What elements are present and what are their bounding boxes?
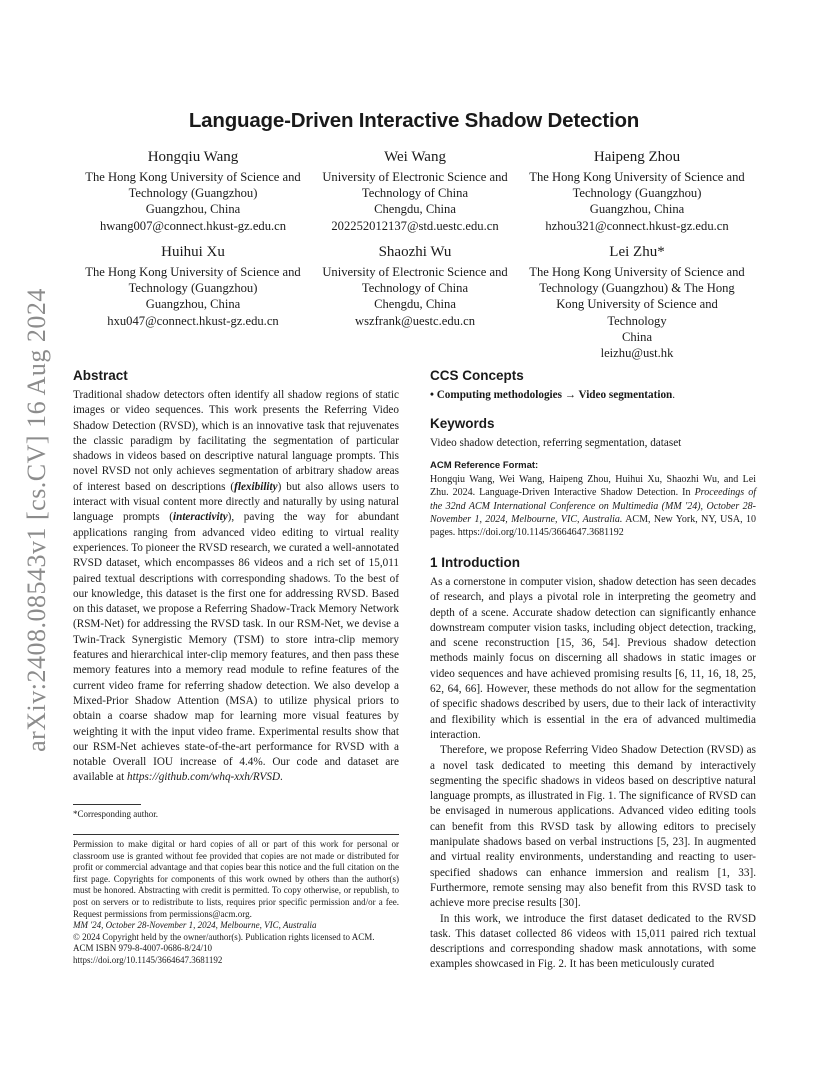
intro-heading: 1 Introduction [430,555,520,570]
author-name: Shaozhi Wu [378,244,452,260]
permission-text: Permission to make digital or hard copies of all or part of this work for personal or classroom use is granted without fee provided that copies are not made or distributed for profit or commercial advantage and that copies bear this notice and the full citation on the first page. Copyrights for components of this work owned by others than the author(s) must be honored. Abstracting with credit is permitted. To copy otherwise, or republish, to post on servers or to redistribute to lists, requires prior specific permission and/or a fee. Request permissions from permissions@acm.org. [73,839,399,919]
abstract-emphasis: interactivity [172,511,228,524]
author-email[interactable]: wszfrank@uestc.edu.cn [355,313,475,328]
author-name: Huihui Xu [161,244,225,260]
author-name: Hongqiu Wang [147,149,239,165]
author-block [528,243,746,361]
author-block [84,148,302,234]
ccs-concepts [430,388,756,403]
isbn-line: ACM ISBN 979-8-4007-0686-8/24/10 [73,943,212,954]
ccs-heading: CCS Concepts [430,368,524,383]
permission-rule [73,834,399,835]
author-location: Chengdu, China [374,202,456,217]
paper-title: Language-Driven Interactive Shadow Detection [188,109,640,132]
author-affiliation: University of Electronic Science and Technology of China [322,170,508,201]
acm-ref-text: Hongqiu Wang, Wei Wang, Haipeng Zhou, Huihui Xu, Shaozhi Wu, and Lei Zhu. 2024. Language-Driven Interactive Shadow Detection. In [430,474,756,499]
author-affiliation: The Hong Kong University of Science and Technology (Guangzhou) [85,170,301,201]
author-location: Guangzhou, China [145,202,241,217]
ccs-end: . [672,389,676,401]
abstract-text: . [280,771,283,784]
acm-ref-text: ACM, New York, NY, USA, 10 pages. https://doi.org/10.1145/3664647.3681192 [430,513,756,539]
author-affiliation: The Hong Kong University of Science and Technology (Guangzhou) [85,265,301,296]
author-name: Haipeng Zhou [593,149,681,165]
abstract-heading: Abstract [73,368,128,383]
author-name: Lei Zhu* [609,244,665,260]
intro-paragraph: Therefore, we propose Referring Video Shadow Detection (RVSD) as a novel task dedicated to meeting this demand by interactively segmenting the specific shadows in videos based on descriptive natural language prompts, as illustrated in Fig. 1. The significance of RVSD can be envisaged in numerous applications. Advanced video editing tools can benefit from this RVSD task by allowing editors to precisely manipulate shadows based on verbal instructions [5, 23]. In augmented and virtual reality environments, understanding and reacting to user-specified shadows can enhance immersion and realism [1, 33]. Furthermore, remote sensing may also benefit from this RVSD task to achieve more precise results [30]. [430,744,756,910]
abstract-body [73,388,399,786]
author-email[interactable]: 202252012137@std.uestc.edu.cn [331,218,499,233]
author-affiliation: The Hong Kong University of Science and Technology (Guangzhou) & The Hong Kong University of Science and Technology [529,265,745,328]
abstract-text: ), paving the way for abundant applications ranging from advanced video editing to virtual reality experiences. To pioneer the RVSD research, we curated a well-annotated RVSD dataset, which encompasses 86 videos and a rich set of 15,011 paired textual descriptions with corresponding shadows. To the best of our knowledge, this dataset is the first one for addressing RVSD. Based on this dataset, we propose a Referring Shadow-Track Memory Network (RSM-Net) for addressing the RVSD task. In our RSM-Net, we devise a Twin-Track Synergistic Memory (TSM) to store intra-clip memory features and hierarchical inter-clip memory features, and then pass these memory features into a memory read module to refine features of the current video frame for referring shadow detection. We also develop a Mixed-Prior Shadow Attention (MSA) to utilize physical priors to obtain a coarse shadow map for learning more visual features by weighting it with the input video frame. Experimental results show that our RSM-Net achieves state-of-the-art performance for RVSD with a notable Overall IOU increase of 4.4%. Our code and dataset are available at [73,511,399,784]
code-link[interactable]: https://github.com/whq-xxh/RVSD [127,771,281,784]
author-email[interactable]: hwang007@connect.hkust-gz.edu.cn [99,218,287,233]
author-location: Chengdu, China [374,297,456,312]
author-email[interactable]: hxu047@connect.hkust-gz.edu.cn [107,313,279,328]
author-location: China [621,329,653,344]
author-block [84,243,302,329]
permission-block [73,839,399,967]
acm-ref-proceedings: Proceedings of the 32nd ACM International Conference on Multimedia (MM '24), October 28-November 1, 2024, Melbourne, VIC, Australia. [430,487,756,525]
arxiv-stamp [20,270,54,770]
keywords-heading: Keywords [430,416,495,431]
abstract-text: Traditional shadow detectors often identify all shadow regions of static images or video sequences. This work presents the Referring Video Shadow Detection (RVSD), which is an innovative task that rejuvenates the classic paradigm by facilitating the segmentation of particular shadows in videos based on descriptive natural language prompts. This novel RVSD not only achieves segmentation of arbitrary shadow areas of interest based on descriptions ( [73,389,399,493]
abstract-emphasis: flexibility [234,480,278,493]
author-affiliation: University of Electronic Science and Technology of China [322,265,508,296]
arxiv-stamp-text: arXiv:2408.08543v1 [cs.CV] 16 Aug 2024 [22,288,51,752]
ccs-item: • Computing methodologies → Video segmentation [430,389,673,401]
author-block [528,148,746,234]
keywords-text: Video shadow detection, referring segmentation, dataset [430,437,682,449]
author-block [310,148,520,234]
doi-link[interactable]: https://doi.org/10.1145/3664647.3681192 [73,954,223,965]
acm-ref-body [430,473,756,539]
copyright-line: © 2024 Copyright held by the owner/author(s). Publication rights licensed to ACM. [73,931,375,942]
author-email[interactable]: leizhu@ust.hk [600,346,674,361]
abstract-text: ) but also allows users to interact with visual content more directly and naturally by using natural language prompts ( [73,480,399,524]
intro-paragraph: As a cornerstone in computer vision, shadow detection has seen decades of research, and plays a pivotal role in interpreting the geometry and depth of a scene. Accurate shadow detection can significantly enhance downstream computer vision tasks, including object detection, tracking, and scene reconstruction [15, 36, 54]. Previous shadow detection methods mainly focus on discerning all shadows in static images or video sequences and have achieved promising results [6, 11, 16, 18, 25, 62, 64, 66]. However, these methods do not allow for the segmentation of specific shadows described by users, due to their lack of interactivity and flexibility which is essential in the era of advanced multimedia interaction. [430,576,756,741]
footnote-rule [73,804,141,805]
intro-paragraph: In this work, we introduce the first dataset dedicated to the RVSD task. This dataset collected 86 videos with 15,011 paired rich textual descriptions and corresponding shadow mask annotations, with some examples showcased in Fig. 2. It has been meticulously curated [430,912,756,971]
author-block [310,243,520,329]
acm-ref-heading: ACM Reference Format: [430,460,539,471]
footnote: *Corresponding author. [73,809,158,819]
author-location: Guangzhou, China [589,202,685,217]
author-name: Wei Wang [384,149,446,165]
venue-line: MM '24, October 28-November 1, 2024, Melbourne, VIC, Australia [73,920,317,931]
author-email[interactable]: hzhou321@connect.hkust-gz.edu.cn [545,218,729,233]
author-location: Guangzhou, China [145,297,241,312]
author-affiliation: The Hong Kong University of Science and Technology (Guangzhou) [529,170,745,201]
intro-body [430,575,756,973]
